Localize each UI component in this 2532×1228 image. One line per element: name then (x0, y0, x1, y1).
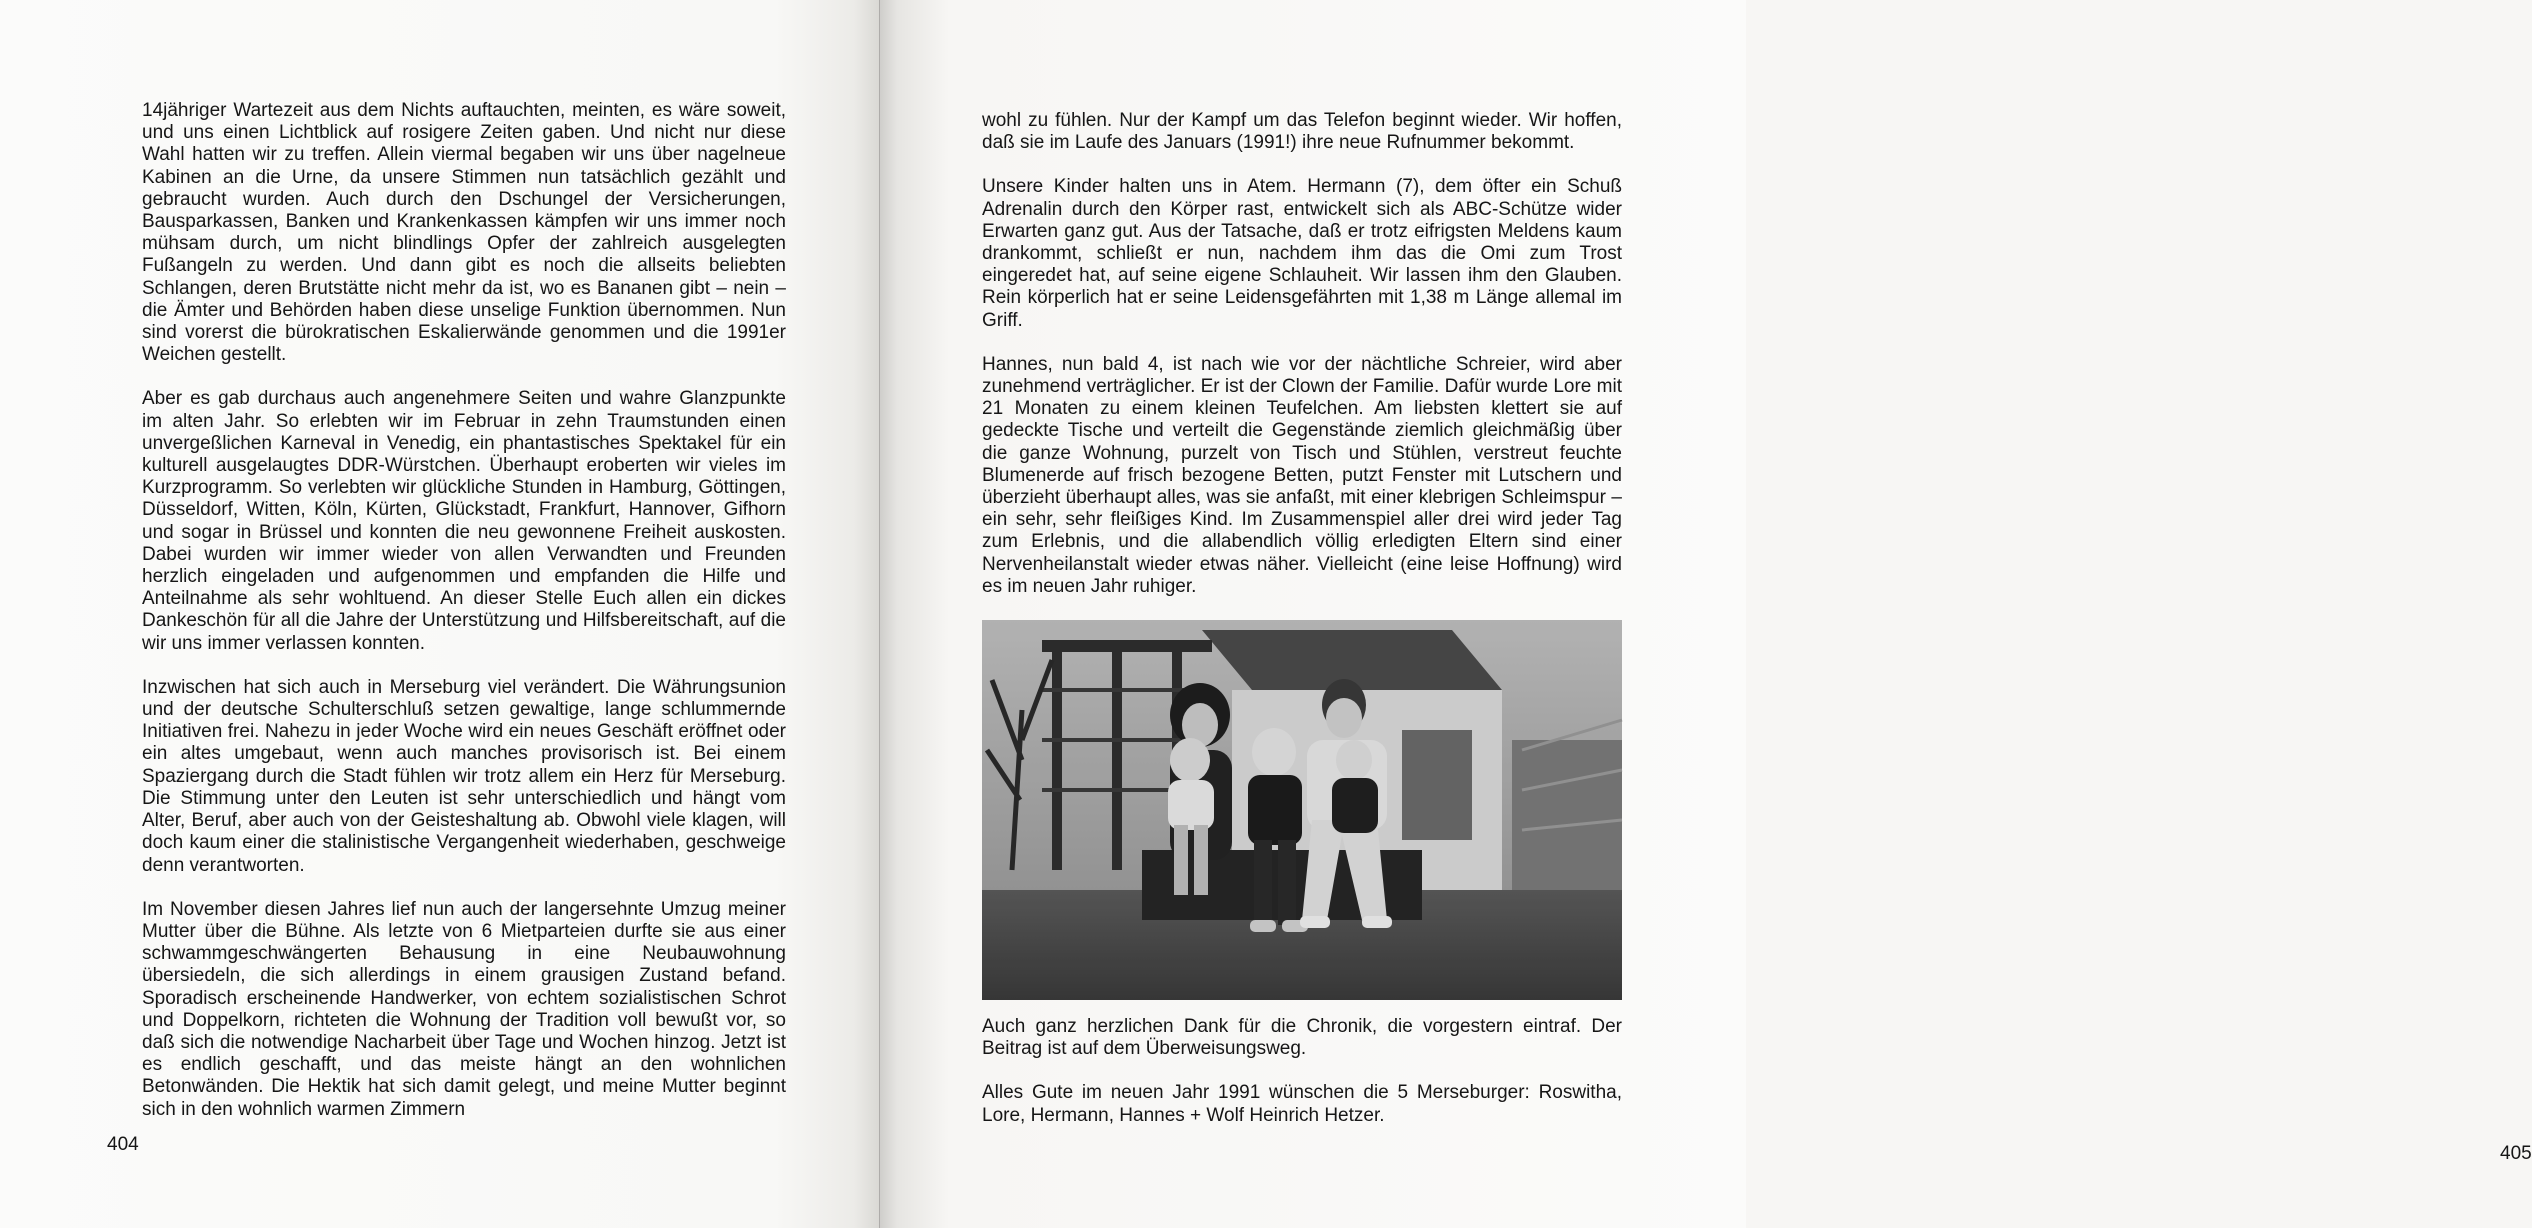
right-text-column (982, 110, 1622, 1149)
family-photo-image (982, 620, 1622, 1000)
body-paragraph: 14jähriger Wartezeit aus dem Nichts auftauchten, meinten, es wäre soweit, und uns einen Lichtblick auf rosigere Zeiten gaben. Und nicht nur diese Wahl hatten wir zu treffen. Allein viermal begaben wir uns über nagelneue Kabinen an die Urne, da unsere Stimmen nun tatsächlich gezählt und gebraucht wurden. Auch durch den Dschungel der Versicherungen, Bausparkassen, Banken und Krankenkassen kämpfen wir uns immer noch mühsam durch, um nicht blindlings Opfer der zahlreich ausgelegten Fußangeln zu werden. Und dann gibt es noch die allseits beliebten Schlangen, deren Brutstätte nicht mehr da ist, wo es Bananen gibt – nein – die Ämter und Behörden haben diese unselige Funktion übernommen. Nun sind vorerst die bürokratischen Eskalierwände genommen und die 1991er Weichen gestellt. (142, 100, 786, 366)
body-paragraph: Inzwischen hat sich auch in Merseburg viel verändert. Die Währungsunion und der deutsche Schulterschluß setzen gewaltige, lange schlummernde Initiativen frei. Nahezu in jeder Woche wird ein neues Geschäft eröffnet oder ein altes umgebaut, wenn auch manches provisorisch ist. Bei einem Spaziergang durch die Stadt fühlen wir trotz allem ein Herz für Merseburg. Die Stimmung unter den Leuten ist sehr unterschiedlich und hängt vom Alter, Beruf, aber auch von der Geisteshaltung ab. Obwohl viele klagen, will doch kaum einer die stalinistische Vergangenheit wiederhaben, geschweige denn verantworten. (142, 676, 786, 876)
body-paragraph: Unsere Kinder halten uns in Atem. Hermann (7), dem öfter ein Schuß Adrenalin durch den Körper rast, entwickelt sich als ABC-Schütze wider Erwarten ganz gut. Aus der Tatsache, daß er trotz eifrigsten Meldens kaum drankommt, schließt er nun, nachdem ihm das die Omi zum Trost eingeredet hat, auf seine eigene Schlauheit. Wir lassen ihm den Glauben. Rein körperlich hat er seine Leidensgefährten mit 1,38 m Länge allemal im Griff. (982, 176, 1622, 331)
left-page (0, 0, 880, 1228)
family-photo (982, 620, 1622, 1000)
body-paragraph: Aber es gab durchaus auch angenehmere Seiten und wahre Glanzpunkte im alten Jahr. So erlebten wir im Februar in zehn Traumstunden einen unvergeßlichen Karneval in Venedig, ein phantastisches Spektakel für ein kulturell ausgelaugtes DDR-Würstchen. Überhaupt eroberten wir vieles im Kurzprogramm. So verlebten wir glückliche Stunden in Hamburg, Göttingen, Düsseldorf, Witten, Köln, Kürten, Glückstadt, Frankfurt, Hannover, Gifhorn und sogar in Brüssel und konnten die neu gewonnene Freiheit auskosten. Dabei wurden wir immer wieder von allen Verwandten und Freunden herzlich eingeladen und aufgenommen und empfanden die Hilfe und Anteilnahme als sehr wohltuend. An dieser Stelle Euch allen ein dickes Dankeschön für all die Jahre der Unterstützung und Hilfsbereitschaft, auf die wir uns immer verlassen konnten. (142, 388, 786, 654)
closing-paragraph: Auch ganz herzlichen Dank für die Chronik, die vorgestern eintraf. Der Beitrag ist auf dem Überweisungsweg. (982, 1016, 1622, 1060)
closing-greeting: Alles Gute im neuen Jahr 1991 wünschen die 5 Merseburger: Roswitha, Lore, Hermann, Hannes + Wolf Heinrich Hetzer. (982, 1082, 1622, 1126)
body-paragraph: Im November diesen Jahres lief nun auch der langersehnte Umzug meiner Mutter über die Bühne. Als letzte von 6 Mietparteien durfte sie aus einer schwammgeschwängerten Behausung in eine Neubauwohnung übersiedeln, die sich allerdings in einem grausigen Zustand befand. Sporadisch erscheinende Handwerker, von echtem sozialistischen Schrot und Doppelkorn, richteten die Wohnung der Tradition voll bewußt vor, so daß sich die notwendige Nacharbeit über Tage und Wochen hinzog. Jetzt ist es endlich geschafft, und das meiste hängt an den wohnlichen Betonwänden. Die Hektik hat sich damit gelegt, und meine Mutter beginnt sich in den wohnlich warmen Zimmern (142, 898, 786, 1120)
page-number-right: 405 (2500, 1143, 2532, 1164)
body-paragraph: wohl zu fühlen. Nur der Kampf um das Telefon beginnt wieder. Wir hoffen, daß sie im Laufe des Januars (1991!) ihre neue Rufnummer bekommt. (982, 110, 1622, 154)
body-paragraph: Hannes, nun bald 4, ist nach wie vor der nächtliche Schreier, wird aber zunehmend verträglicher. Er ist der Clown der Familie. Dafür wurde Lore mit 21 Monaten zu einem kleinen Teufelchen. Am liebsten klettert sie auf gedeckte Tische und verteilt die Gegenstände ziemlich gleichmäßig über die ganze Wohnung, purzelt von Tisch und Stühlen, verstreut feuchte Blumenerde auf frisch bezogene Betten, putzt Fenster mit Lutschern und überzieht überhaupt alles, was sie anfaßt, mit einer klebrigen Schleimspur – ein sehr, sehr fleißiges Kind. Im Zusammenspiel aller drei wird jeder Tag zum Erlebnis, und die allabendlich völlig erledigten Eltern sind einer Nervenheilanstalt wieder etwas näher. Vielleicht (eine leise Hoffnung) wird es im neuen Jahr ruhiger. (982, 353, 1622, 597)
left-text-column (142, 100, 786, 1143)
page-number-left: 404 (107, 1134, 139, 1155)
